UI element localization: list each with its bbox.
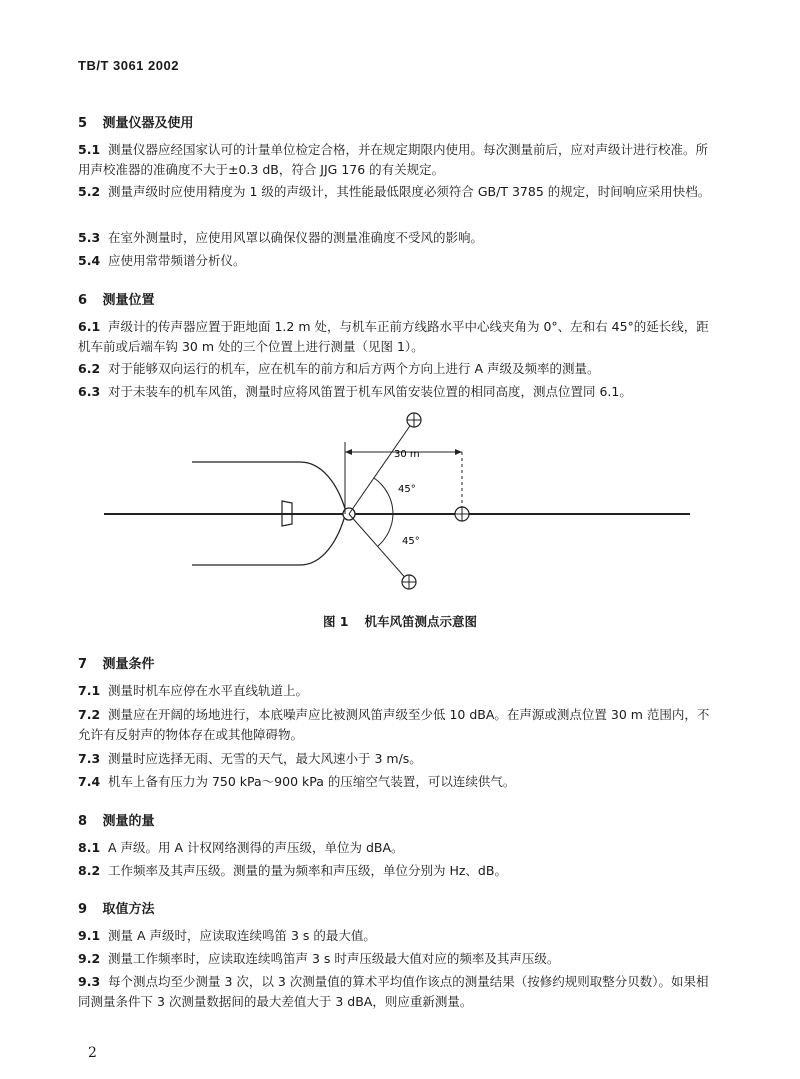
section-title: 测量条件 — [102, 657, 155, 672]
distance-label: 30 m — [394, 449, 420, 460]
para-text: 对于未装车的机车风笛，测量时应将风笛置于机车风笛安装位置的相同高度，测点位置同 6.1。 — [108, 384, 632, 399]
para-number: 9.2 — [78, 951, 101, 966]
para-text: 测量时机车应停在水平直线轨道上。 — [108, 683, 309, 698]
section-number: 8 — [78, 814, 88, 829]
section-heading-5 — [78, 112, 194, 131]
para-number: 6.3 — [78, 384, 101, 399]
para-text: 声级计的传声器应置于距地面 1.2 m 处，与机车正前方线路水平中心线夹角为 0°、左和右 45°的延长线，距机车前或后端车钩 30 m 处的三个位置上进行测量（见图 1）。 — [78, 319, 709, 354]
dimension-arrow-left — [345, 449, 352, 455]
para-number: 9.1 — [78, 928, 101, 943]
para-number: 5.1 — [78, 142, 101, 157]
para-number: 6.1 — [78, 319, 101, 334]
para-number: 5.3 — [78, 230, 101, 245]
para-text: 对于能够双向运行的机车，应在机车的前方和后方两个方向上进行 A 声级及频率的测量。 — [108, 361, 600, 376]
lower-angle-arc — [378, 514, 393, 546]
section-heading-7 — [78, 653, 155, 672]
para-text: 测量应在开阔的场地进行，本底噪声应比被测风笛声级至少低 10 dBA。在声源或测点位置 30 m 范围内，不允许有反射声的物体存在或其他障碍物。 — [78, 707, 710, 742]
para-text: A 声级。用 A 计权网络测得的声压级，单位为 dBA。 — [108, 840, 404, 855]
para-text: 测量工作频率时，应读取连续鸣笛声 3 s 时声压级最大值对应的频率及其声压级。 — [108, 951, 560, 966]
paragraph-7-4 — [78, 772, 718, 792]
section-title: 取值方法 — [102, 902, 155, 917]
paragraph-9-3 — [78, 972, 718, 1012]
page-number: 2 — [88, 1045, 97, 1061]
figure-number: 图 1 — [322, 614, 349, 629]
paragraph-5-4 — [78, 251, 718, 271]
para-number: 7.1 — [78, 683, 101, 698]
paragraph-8-2 — [78, 861, 718, 881]
upper-angle-arc — [374, 478, 393, 514]
paragraph-9-1 — [78, 926, 718, 946]
para-text: 测量声级时应使用精度为 1 级的声级计，其性能最低限度必须符合 GB/T 3785 的规定，时间响应采用快档。 — [108, 184, 711, 199]
section-title: 测量仪器及使用 — [102, 116, 194, 131]
measurement-point-center — [455, 507, 469, 521]
lower-45-line — [349, 514, 409, 582]
para-text: 机车上备有压力为 750 kPa～900 kPa 的压缩空气装置，可以连续供气。 — [108, 774, 516, 789]
paragraph-5-2 — [78, 182, 718, 202]
para-number: 8.2 — [78, 863, 101, 878]
section-number: 5 — [78, 116, 88, 131]
upper-angle-label: 45° — [398, 484, 416, 495]
dimension-arrow-right — [455, 449, 462, 455]
para-text: 工作频率及其声压级。测量的量为频率和声压级，单位分别为 Hz、dB。 — [108, 863, 507, 878]
para-text: 测量仪器应经国家认可的计量单位检定合格，并在规定期限内使用。每次测量前后，应对声级计进行校准。所用声校准器的准确度不大于±0.3 dB，符合 JJG 176 的有关规定。 — [78, 142, 709, 177]
paragraph-7-2 — [78, 705, 718, 745]
paragraph-5-1 — [78, 140, 718, 180]
paragraph-6-3 — [78, 382, 718, 402]
section-title: 测量的量 — [102, 814, 155, 829]
paragraph-6-2 — [78, 359, 718, 379]
section-heading-8 — [78, 810, 155, 829]
section-title: 测量位置 — [102, 293, 155, 308]
section-number: 9 — [78, 902, 88, 917]
para-text: 测量时应选择无雨、无雪的天气，最大风速小于 3 m/s。 — [108, 751, 422, 766]
paragraph-7-1 — [78, 681, 718, 701]
measurement-point-upper — [407, 413, 421, 427]
para-text: 在室外测量时，应使用风罩以确保仪器的测量准确度不受风的影响。 — [108, 230, 484, 245]
figure-caption-text: 机车风笛测点示意图 — [364, 614, 478, 629]
para-number: 5.4 — [78, 253, 101, 268]
para-number: 7.4 — [78, 774, 101, 789]
lower-angle-label: 45° — [402, 536, 420, 547]
paragraph-6-1 — [78, 317, 718, 357]
para-text: 每个测点均至少测量 3 次，以 3 次测量值的算术平均值作该点的测量结果（按修约规则取整分贝数）。如果相同测量条件下 3 次测量数据间的最大差值大于 3 dBA，则应重新测量。 — [78, 974, 709, 1009]
figure-1-diagram — [0, 400, 800, 605]
section-number: 7 — [78, 657, 88, 672]
measurement-point-lower — [402, 575, 416, 589]
section-heading-9 — [78, 898, 155, 917]
para-number: 7.2 — [78, 707, 101, 722]
paragraph-9-2 — [78, 949, 718, 969]
paragraph-7-3 — [78, 749, 718, 769]
para-number: 6.2 — [78, 361, 101, 376]
para-number: 7.3 — [78, 751, 101, 766]
paragraph-8-1 — [78, 838, 718, 858]
para-number: 5.2 — [78, 184, 101, 199]
para-number: 8.1 — [78, 840, 101, 855]
figure-caption — [0, 612, 800, 630]
para-text: 应使用常带频谱分析仪。 — [108, 253, 246, 268]
section-number: 6 — [78, 293, 88, 308]
section-heading-6 — [78, 289, 155, 308]
standard-header: TB/T 3061 2002 — [78, 58, 179, 73]
para-text: 测量 A 声级时，应读取连续鸣笛 3 s 的最大值。 — [108, 928, 376, 943]
para-number: 9.3 — [78, 974, 101, 989]
upper-45-line — [349, 420, 414, 514]
paragraph-5-3 — [78, 228, 718, 248]
